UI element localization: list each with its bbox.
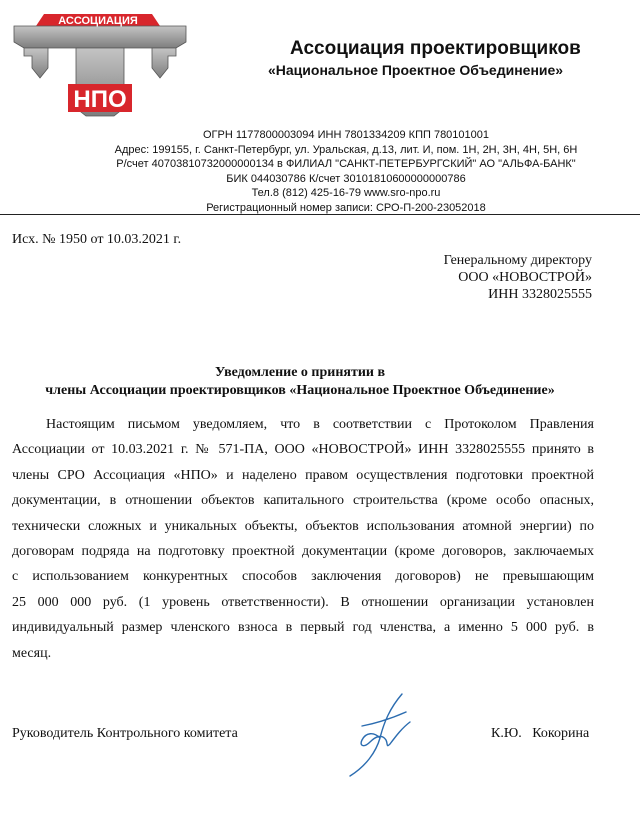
body-line: индивидуальный размер членского взноса в первый год членства, а именно 5 000 руб. в [12, 620, 594, 636]
header-divider [0, 214, 640, 215]
body-line: технически сложных и уникальных объекты, объектов использования атомной энергии) по [12, 518, 594, 534]
npo-logo [10, 10, 190, 120]
addressee-block [380, 252, 592, 303]
requisite-line: Тел.8 (812) 425-16-79 www.sro-npo.ru [251, 187, 441, 200]
body-line: месяц. [12, 645, 52, 661]
org-requisites [60, 128, 632, 216]
body-line: члены СРО Ассоциация «НПО» и наделено правом осуществления подготовки проектной [12, 467, 594, 483]
body-line: Настоящим письмом уведомляем, что в соответствии с Протоколом Правления [46, 417, 594, 432]
requisite-line: БИК 044030786 К/счет 30101810600000000786 [226, 172, 466, 185]
body-line: договорам подряда на подготовку проектной документации (кроме договоров, заключаемых [12, 544, 594, 560]
title-line: Уведомление о принятии в [214, 365, 386, 380]
body-line: документации, в отношении объектов капитального строительства (кроме особо опасных, [12, 493, 594, 509]
signatory-name: К.Ю. Кокорина [491, 726, 590, 741]
requisite-line: Р/счет 40703810732000000134 в ФИЛИАЛ "САНКТ-ПЕТЕРБУРГСКИЙ" АО "АЛЬФА-БАНК" [116, 158, 576, 171]
letter-body [12, 412, 594, 666]
addressee-line: ООО «НОВОСТРОЙ» [458, 270, 592, 285]
requisite-line: Регистрационный номер записи: СРО-П-200-23052018 [206, 201, 486, 214]
title-line: члены Ассоциации проектировщиков «Национальное Проектное Объединение» [45, 383, 555, 398]
requisite-line: Адрес: 199155, г. Санкт-Петербург, ул. Уральская, д.13, лит. И, пом. 1Н, 2Н, 3Н, 4Н, 5Н, 6Н [114, 143, 578, 156]
outgoing-reference: Исх. № 1950 от 10.03.2021 г. [12, 232, 182, 247]
body-line: 25 000 000 руб. (1 уровень ответственности). В отношении организации установлен [12, 594, 594, 610]
body-line: с использованием конкурентных способов заключения договоров) не превышающим [12, 569, 594, 585]
requisite-line: ОГРН 1177800003094 ИНН 7801334209 КПП 780101001 [202, 129, 490, 141]
addressee-line: ИНН 3328025555 [488, 287, 592, 302]
logo-top-text: АССОЦИАЦИЯ [58, 15, 138, 27]
org-subname: «Национальное Проектное Объединение» [268, 62, 564, 78]
body-line: Ассоциации от 10.03.2021 г. № 571-ПА, ООО «НОВОСТРОЙ» ИНН 3328025555 принято в [12, 442, 594, 458]
handwritten-signature [340, 688, 420, 780]
logo-bottom-text: НПО [73, 86, 127, 113]
signatory-title: Руководитель Контрольного комитета [12, 726, 238, 741]
document-title [0, 364, 600, 400]
addressee-line: Генеральному директору [443, 253, 592, 268]
org-name: Ассоциация проектировщиков [290, 38, 581, 59]
